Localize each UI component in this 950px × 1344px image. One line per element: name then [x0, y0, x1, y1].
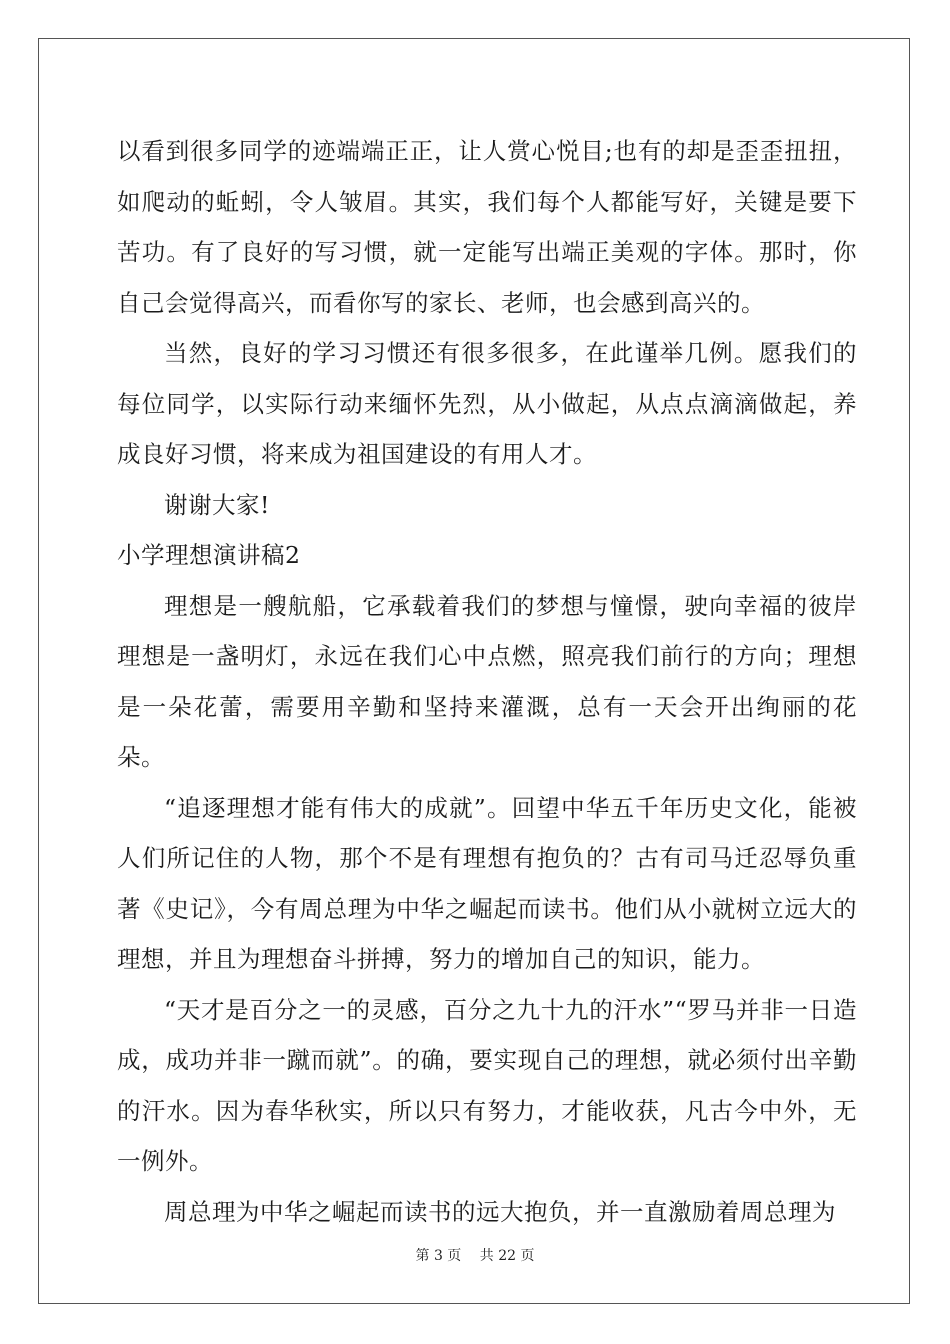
section-title: 小学理想演讲稿2 [117, 541, 301, 569]
paragraph: 理想是一艘航船，它承载着我们的梦想与憧憬，驶向幸福的彼岸理想是一盏明灯，永远在我们心中点燃，照亮我们前行的方向；理想是一朵花蕾，需要用辛勤和坚持来灌溉，总有一天会开出绚丽的花朵。 [117, 591, 857, 771]
page-number: 第 3 页 [415, 1248, 462, 1264]
total-pages: 共 22 页 [479, 1248, 535, 1264]
paragraph: 当然，良好的学习习惯还有很多很多，在此谨举几例。愿我们的每位同学，以实际行动来缅怀先烈，从小做起，从点点滴滴做起，养成良好习惯，将来成为祖国建设的有用人才。 [117, 339, 857, 468]
paragraph: 周总理为中华之崛起而读书的远大抱负，并一直激励着周总理为 [164, 1197, 836, 1226]
page-footer [0, 1245, 950, 1265]
paragraph-thanks: 谢谢大家! [164, 490, 270, 519]
paragraph: “天才是百分之一的灵感，百分之九十九的汗水”“罗马并非一日造成，成功并非一蹴而就”。的确，要实现自己的理想，就必须付出辛勤的汗水。因为春华秋实，所以只有努力，才能收获，凡古今中外，无一例外。 [117, 995, 857, 1175]
document-body [117, 126, 857, 1237]
paragraph-continued: 以看到很多同学的迹端端正正，让人赏心悦目;也有的却是歪歪扭扭，如爬动的蚯蚓，令人皱眉。其实，我们每个人都能写好，关键是要下苦功。有了良好的写习惯，就一定能写出端正美观的字体。那时，你自己会觉得高兴，而看你写的家长、老师，也会感到高兴的。 [117, 137, 857, 317]
paragraph: “追逐理想才能有伟大的成就”。回望中华五千年历史文化，能被人们所记住的人物，那个不是有理想有抱负的？古有司马迁忍辱负重著《史记》，今有周总理为中华之崛起而读书。他们从小就树立远大的理想，并且为理想奋斗拼搏，努力的增加自己的知识，能力。 [117, 793, 857, 973]
